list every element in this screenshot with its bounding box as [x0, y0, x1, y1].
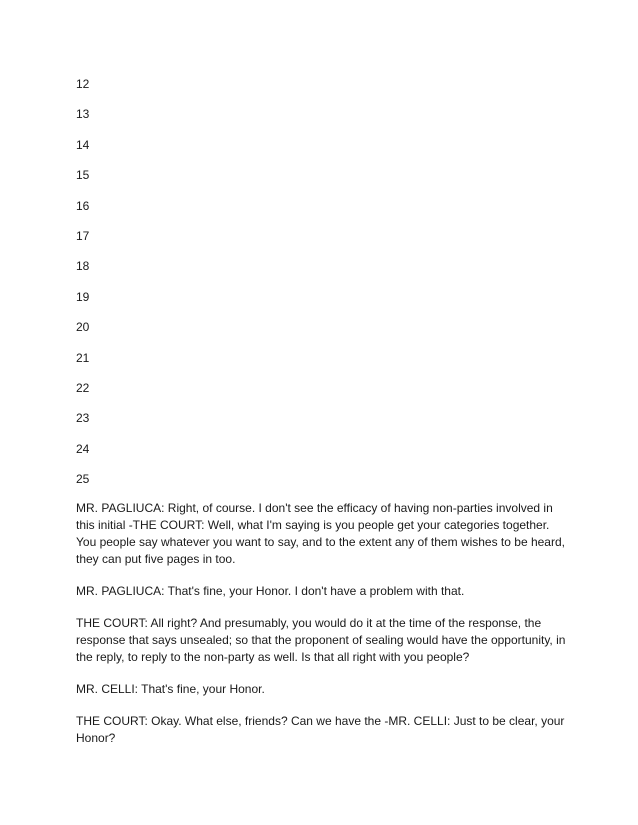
- transcript-paragraph: MR. PAGLIUCA: That's fine, your Honor. I don't have a problem with that.: [76, 584, 465, 598]
- line-number: 17: [76, 228, 90, 243]
- line-number: 12: [76, 77, 90, 91]
- line-number: 18: [76, 259, 90, 274]
- transcript-paragraph: MR. PAGLIUCA: Right, of course. I don't see the efficacy of having non-parties involved in this initial -THE COURT: Well, what I'm saying is you people get your categories together. You people say whatever you want to say, and to the extent any of them wishes to be heard, they can put five pages in too.: [76, 501, 565, 566]
- line-number: 23: [76, 411, 90, 426]
- transcript-paragraph: MR. CELLI: That's fine, your Honor.: [76, 682, 265, 696]
- line-numbers: [76, 77, 89, 502]
- line-number: 14: [76, 137, 90, 152]
- line-number: 21: [76, 350, 90, 365]
- line-number: 19: [76, 289, 90, 304]
- line-number: 25: [76, 472, 90, 487]
- line-number: 22: [76, 380, 90, 395]
- line-number: 24: [76, 441, 90, 456]
- transcript-paragraph: THE COURT: Okay. What else, friends? Can we have the -MR. CELLI: Just to be clear, your Honor?: [76, 714, 565, 745]
- line-number: 13: [76, 107, 90, 122]
- line-number: 20: [76, 320, 90, 335]
- transcript-body: [76, 500, 566, 762]
- transcript-paragraph: THE COURT: All right? And presumably, you would do it at the time of the response, the response that says unsealed; so that the proponent of sealing would have the opportunity, in the reply, to reply to the non-party as well. Is that all right with you people?: [76, 616, 566, 664]
- line-number: 15: [76, 168, 90, 183]
- line-number: 16: [76, 198, 90, 213]
